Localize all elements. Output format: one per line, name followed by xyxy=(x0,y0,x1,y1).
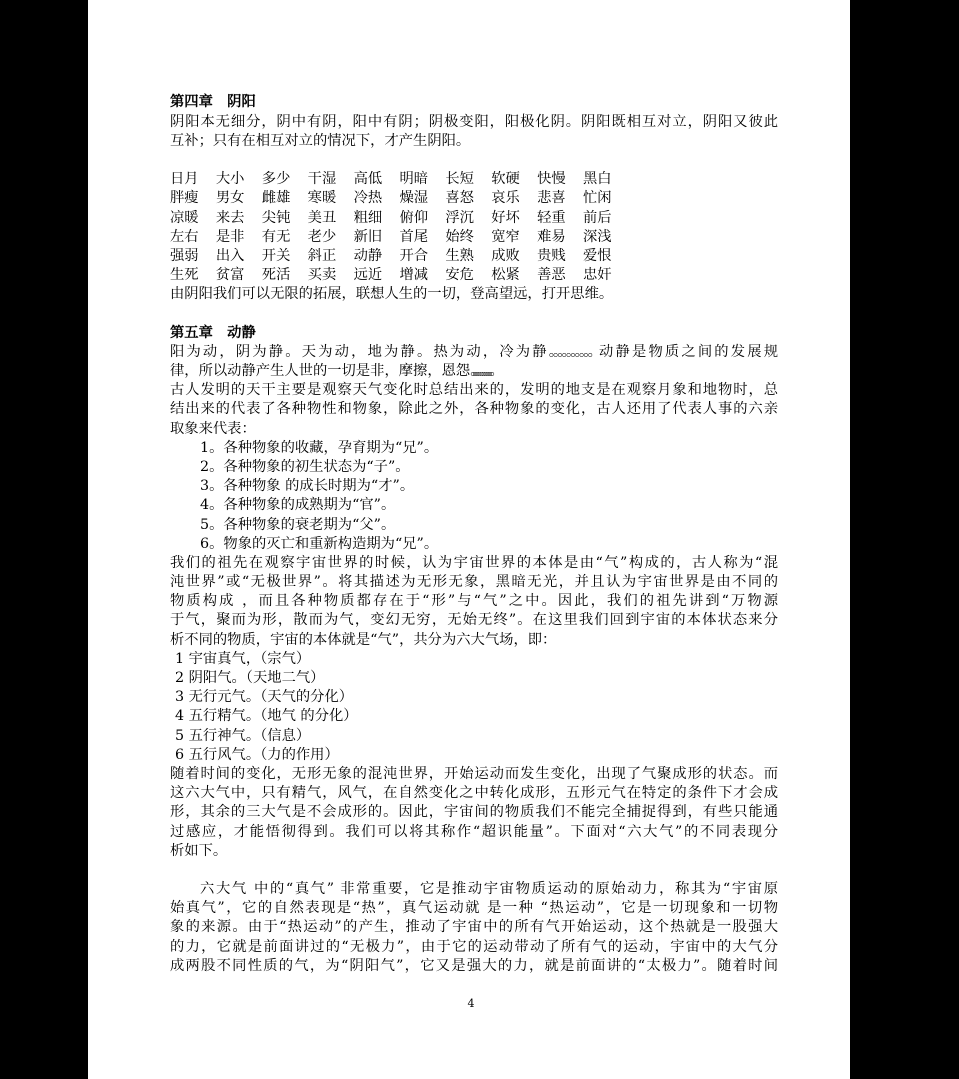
six-relations-item: 6。物象的灭亡和重新构造期为“兄”。 xyxy=(200,535,439,552)
opening-text: 阳为动，阴为静。天为动，地为静。热为动，冷为静 xyxy=(170,343,549,360)
opposite-pair: 强弱 xyxy=(170,247,199,264)
opposite-pair: 喜怒 xyxy=(445,190,474,207)
opposite-pair: 难易 xyxy=(537,228,566,245)
opposite-pair: 出入 xyxy=(215,247,245,264)
opposite-pair: 软硬 xyxy=(491,171,520,188)
transformation-paragraph-line: 析如下。 xyxy=(170,842,228,859)
six-qi-item: 1 宇宙真气，（宗气） xyxy=(175,650,311,667)
opposite-pair: 开关 xyxy=(261,247,291,264)
six-relations-item: 3。各种物象 的成长时期为“才”。 xyxy=(200,478,415,495)
six-relations-item: 4。各种物象的成熟期为“官”。 xyxy=(200,497,396,514)
transformation-paragraph-line: 形，其余的三大气是不会成形的。因此，宇宙间的物质我们不能完全捕捉得到，有些只能通 xyxy=(170,804,778,821)
opposite-pair: 明暗 xyxy=(399,171,429,188)
opposite-pair: 悲喜 xyxy=(537,190,566,207)
opposite-pair: 快慢 xyxy=(537,171,566,188)
opposite-pair: 日月 xyxy=(170,171,199,188)
opposite-pair: 长短 xyxy=(445,171,474,188)
opposite-pair: 安危 xyxy=(445,267,474,284)
document-page xyxy=(88,0,850,1079)
opposite-pair: 大小 xyxy=(215,171,245,188)
chapter4-closing: 由阴阳我们可以无限的拓展，联想人生的一切，登高望远，打开思维。 xyxy=(170,286,614,303)
true-qi-paragraph-line: 的力，它就是前面讲过的“无极力”，由于它的运动带动了所有气的运动，宇宙中的大气分 xyxy=(170,938,778,955)
opposite-pair: 生熟 xyxy=(445,247,474,264)
opposite-pair: 忙闲 xyxy=(583,190,612,207)
six-relations-item: 1。各种物象的收藏，孕育期为“兄”。 xyxy=(200,439,439,456)
cosmos-paragraph-line: 物质构成 ，而且各种物质都存在于“形”与“气”之中。因此，我们的祖先讲到“万物源 xyxy=(170,593,778,610)
six-qi-item: 3 无行元气。（天气的分化） xyxy=(175,689,354,706)
ganzhi-paragraph-line: 古人发明的天干主要是观察天气变化时总结出来的，发明的地支是在观察月象和地物时，总 xyxy=(170,382,778,399)
opposite-pair: 深浅 xyxy=(583,228,612,245)
opposite-pair: 冷热 xyxy=(353,190,383,207)
opposite-pair: 前后 xyxy=(583,209,612,226)
opposites-row xyxy=(170,209,778,228)
six-qi-item: 6 五行风气。（力的作用） xyxy=(175,746,339,763)
six-qi-item: 4 五行精气。（地气 的分化） xyxy=(175,708,358,725)
opposite-pair: 宽窄 xyxy=(491,228,520,245)
opposites-row xyxy=(170,266,778,285)
true-qi-paragraph-line: 成两股不同性质的气，为“阴阳气”，它又是强大的力，就是前面讲的“太极力”。随着时间 xyxy=(170,957,778,974)
opposite-pair: 死活 xyxy=(261,267,291,284)
cosmos-paragraph-line: 于气，聚而为形，散而为气，变幻无穷，无始无终”。在这里我们回到宇宙的本体状态来分 xyxy=(170,612,778,629)
opposites-row xyxy=(170,247,778,266)
opposite-pair: 浮沉 xyxy=(445,209,474,226)
opposite-pair: 左右 xyxy=(170,228,199,245)
opposite-pair: 美丑 xyxy=(307,209,337,226)
six-relations-item: 5。各种物象的衰老期为“父”。 xyxy=(200,516,396,533)
chapter5-title: 第五章 动静 xyxy=(170,324,256,341)
transformation-paragraph-line: 随着时间的变化，无形无象的混沌世界，开始运动而发生变化，出现了气聚成形的状态。而 xyxy=(170,765,778,782)
opposite-pair: 哀乐 xyxy=(491,190,520,207)
ellipsis-dots: 。。。。。。。。。。 xyxy=(470,363,499,380)
opening-text: 律，所以动静产生人世的一切是非，摩擦，恩怨 xyxy=(170,363,471,380)
opposite-pair: 买卖 xyxy=(307,267,337,284)
opposite-pair: 生死 xyxy=(170,267,199,284)
chapter4-intro-line: 阴阳本无细分，阴中有阴，阳中有阴；阴极变阳，阳极化阴。阴阳既相互对立，阴阳又彼此 xyxy=(170,113,778,130)
true-qi-paragraph-line: 始真气”，它的自然表现是“热”，真气运动就 是一种 “热运动”，它是一切现象和一切物 xyxy=(170,900,778,917)
opposite-pair: 干湿 xyxy=(307,171,337,188)
opposite-pair: 寒暖 xyxy=(307,190,337,207)
opposite-pair: 新旧 xyxy=(353,228,383,245)
opposites-row xyxy=(170,189,778,208)
true-qi-paragraph-line: 象的来源。由于“热运动”的产生，推动了宇宙中的所有气开始运动，这个热就是一股强大 xyxy=(170,919,778,936)
opposite-pair: 轻重 xyxy=(537,209,566,226)
chapter5-opening-line xyxy=(170,343,778,362)
chapter5-opening-line xyxy=(170,362,778,381)
cosmos-paragraph-line: 我们的祖先在观察宇宙世界的时候，认为宇宙世界的本体是由“气”构成的，古人称为“混 xyxy=(170,554,778,571)
opposite-pair: 粗细 xyxy=(353,209,383,226)
cosmos-paragraph-line: 析不同的物质，宇宙的本体就是“气”，共分为六大气场，即： xyxy=(170,631,557,648)
opposite-pair: 斜正 xyxy=(307,247,337,264)
blank-line xyxy=(170,304,778,323)
ellipsis-dots: 。。。。。。。。。。 xyxy=(548,343,600,360)
opposite-pair: 老少 xyxy=(307,228,337,245)
page-text-block xyxy=(170,93,778,976)
opposite-pair: 爱恨 xyxy=(583,247,612,264)
opposite-pair: 首尾 xyxy=(399,228,429,245)
ganzhi-paragraph-line: 取象来代表： xyxy=(170,420,256,437)
blank-line xyxy=(170,861,778,880)
six-qi-item: 5 五行神气。（信息） xyxy=(175,727,311,744)
opposite-pair: 善恶 xyxy=(537,267,566,284)
opposite-pair: 多少 xyxy=(261,171,291,188)
opposite-pair: 雌雄 xyxy=(261,190,291,207)
opposites-row xyxy=(170,228,778,247)
chapter4-intro-line: 互补；只有在相互对立的情况下，才产生阴阳。 xyxy=(170,132,471,149)
opposite-pair: 是非 xyxy=(215,228,245,245)
opposite-pair: 男女 xyxy=(215,190,245,207)
opposite-pair: 远近 xyxy=(353,267,383,284)
opposite-pair: 始终 xyxy=(445,228,474,245)
opposite-pair: 好坏 xyxy=(491,209,520,226)
opposite-pair: 动静 xyxy=(353,247,383,264)
transformation-paragraph-line: 这六大气中，只有精气，风气，在自然变化之中转化成形，五形元气在特定的条件下才会成 xyxy=(170,785,778,802)
transformation-paragraph-line: 过感应，才能悟彻得到。我们可以将其称作“超识能量”。下面对“六大气”的不同表现分 xyxy=(170,823,778,840)
six-relations-item: 2。各种物象的初生状态为“子”。 xyxy=(200,458,410,475)
cosmos-paragraph-line: 沌世界”或“无极世界”。将其描述为无形无象，黑暗无光，并且认为宇宙世界是由不同的 xyxy=(170,574,778,591)
opposite-pair: 燥湿 xyxy=(399,190,429,207)
opposite-pair: 俯仰 xyxy=(399,209,429,226)
opposite-pair: 黑白 xyxy=(583,171,612,188)
opposite-pair: 有无 xyxy=(261,228,291,245)
opposite-pair: 成败 xyxy=(491,247,520,264)
opposite-pair: 忠奸 xyxy=(583,267,612,284)
opposite-pair: 尖钝 xyxy=(261,209,291,226)
opposites-row xyxy=(170,170,778,189)
page-number: 4 xyxy=(467,997,475,1010)
ganzhi-paragraph-line: 结出来的代表了各种物性和物象，除此之外，各种物象的变化，古人还用了代表人事的六亲 xyxy=(170,401,778,418)
blank-line xyxy=(170,151,778,170)
opposite-pair: 凉暖 xyxy=(170,209,199,226)
opposite-pair: 贫富 xyxy=(215,267,245,284)
six-qi-item: 2 阴阳气。（天地二气） xyxy=(175,670,325,687)
true-qi-paragraph-line: 六大气 中的“真气” 非常重要，它是推动宇宙物质运动的原始动力，称其为“宇宙原 xyxy=(200,881,778,898)
opening-text: 动静是物质之间的发展规 xyxy=(599,343,778,360)
opposite-pair: 松紧 xyxy=(491,267,520,284)
opposite-pair: 胖瘦 xyxy=(170,190,199,207)
opposite-pair: 高低 xyxy=(353,171,383,188)
opposite-pair: 来去 xyxy=(215,209,245,226)
opposite-pair: 增减 xyxy=(399,267,429,284)
chapter4-title: 第四章 阴阳 xyxy=(170,94,256,111)
opposite-pair: 贵贱 xyxy=(537,247,566,264)
opposite-pair: 开合 xyxy=(399,247,429,264)
